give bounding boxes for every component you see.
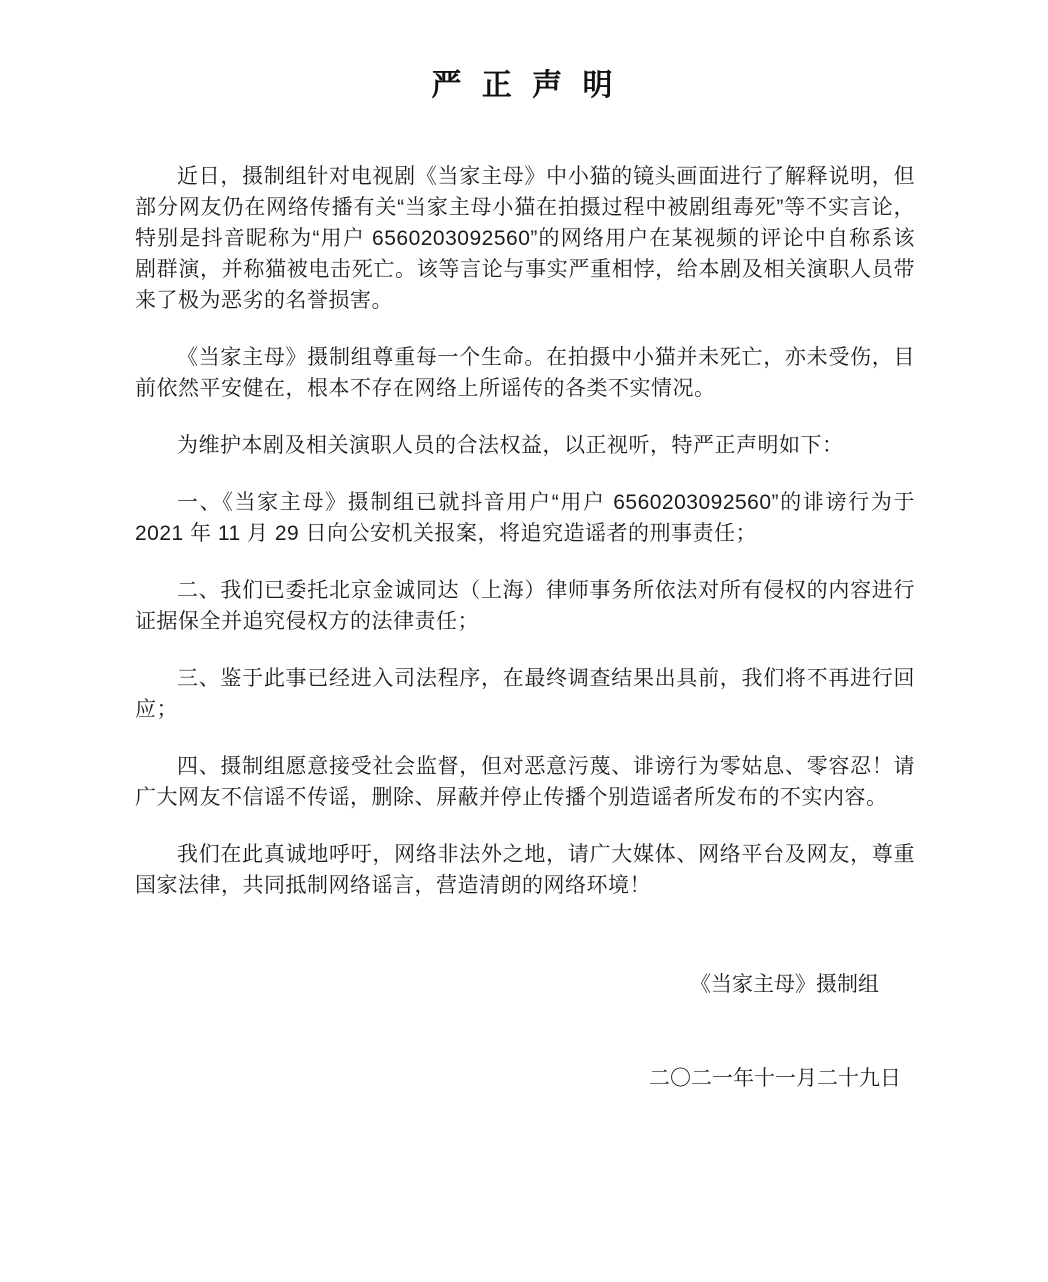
statement-item-3: 三、鉴于此事已经进入司法程序，在最终调查结果出具前，我们将不再进行回应； bbox=[135, 667, 915, 721]
document-body bbox=[135, 161, 915, 901]
paragraph-cat-alive: 《当家主母》摄制组尊重每一个生命。在拍摄中小猫并未死亡，亦未受伤，目前依然平安健在，根本不存在网络上所谣传的各类不实情况。 bbox=[135, 346, 915, 400]
paragraph-declaration-lead: 为维护本剧及相关演职人员的合法权益，以正视听，特严正声明如下： bbox=[177, 434, 844, 457]
statement-item-4: 四、摄制组愿意接受社会监督，但对恶意污蔑、诽谤行为零姑息、零容忍！请广大网友不信谣不传谣，删除、屏蔽并停止传播个别造谣者所发布的不实内容。 bbox=[135, 755, 915, 809]
document-date: 二〇二一年十一月二十九日 bbox=[649, 1067, 901, 1090]
signature: 《当家主母》摄制组 bbox=[690, 973, 879, 996]
document-title: 严 正 声 明 bbox=[431, 69, 619, 102]
statement-document-page bbox=[0, 66, 1048, 1282]
statement-item-1: 一、《当家主母》摄制组已就抖音用户“用户 6560203092560”的诽谤行为于 2021 年 11 月 29 日向公安机关报案，将追究造谣者的刑事责任； bbox=[135, 491, 915, 545]
paragraph-intro: 近日，摄制组针对电视剧《当家主母》中小猫的镜头画面进行了解释说明，但部分网友仍在网络传播有关“当家主母小猫在拍摄过程中被剧组毒死”等不实言论，特别是抖音昵称为“用户 6560203092560”的网络用户在某视频的评论中自称系该剧群演，并称猫被电击死亡。该等言论与事实严重相悖，给本剧及相关演职人员带来了极为恶劣的名誉损害。 bbox=[135, 165, 915, 312]
statement-item-2: 二、我们已委托北京金诚同达（上海）律师事务所依法对所有侵权的内容进行证据保全并追究侵权方的法律责任； bbox=[135, 579, 915, 633]
paragraph-appeal: 我们在此真诚地呼吁，网络非法外之地，请广大媒体、网络平台及网友，尊重国家法律，共同抵制网络谣言，营造清朗的网络环境！ bbox=[135, 843, 915, 897]
